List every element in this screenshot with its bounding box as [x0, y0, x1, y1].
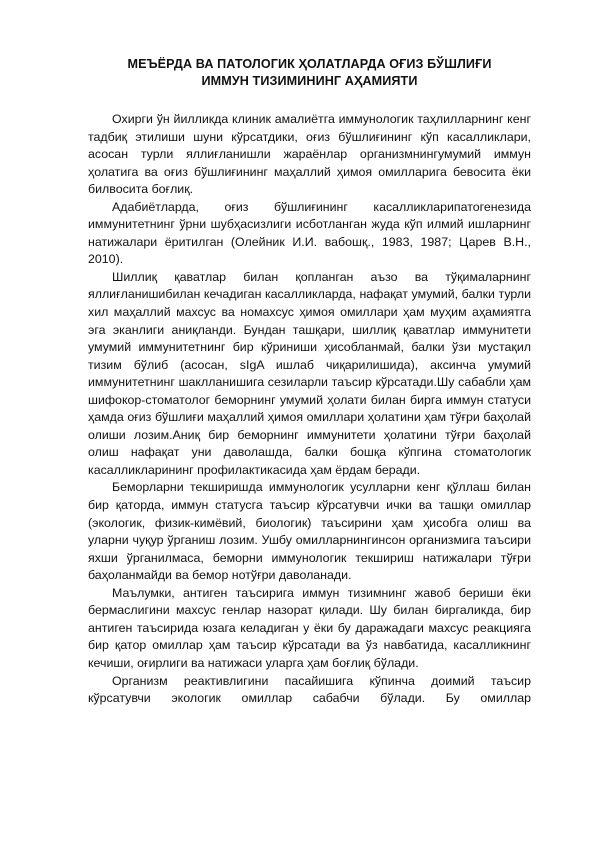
article-title-line-1: МЕЪЁРДА ВА ПАТОЛОГИК ҲОЛАТЛАРДА ОҒИЗ БЎШЛИҒИ — [127, 57, 492, 71]
paragraph-6: Организм реактивлигини пасайишига кўпинча доимий таъсир кўрсатувчи экологик омиллар сабабчи бўлади. Бу омиллар — [88, 673, 531, 706]
paragraph-3: Шиллиқ қаватлар билан қопланган аъзо ва тўқималарнинг яллиғланишибилан кечадиган касалликларда, нафақат умумий, балки турли хил маҳаллий махсус ва номахсус ҳимоя омиллари ҳам муҳим аҳамиятга эга эканлиги аниқланди. Бундан ташқари, шиллиқ қаватлар иммунитети умумий иммунитетнинг бир кўриниши ҳисобланмай, балки ўзи мустақил тизим бўлиб (асосан, sIgA ишлаб чиқарилишида), аксинча умумий иммунитетнинг шаклланишига сезиларли таъсир кўрсатади.Шу сабабли ҳам шифокор-стоматолог беморнинг умумий ҳолати билан бирга иммун статуси ҳамда оғиз бўшлиғи маҳаллий ҳимоя омиллари ҳолатини ҳам тўғри баҳолай олиши лозим.Аниқ бир беморнинг иммунитети ҳолатини тўғри баҳолай олиш нафақат уни даволашда, балки бошқа кўпгина стоматологик касалликларининг профилактикасида ҳам ёрдам беради. — [88, 269, 531, 477]
paragraph-1: Охирги ўн йилликда клиник амалиётга иммунологик таҳлилларнинг кенг тадбиқ этилиши шуни кўрсатдики, оғиз бўшлиғининг кўп касалликлари, асосан турли яллиғланишли жараёнлар организмнингумумий иммун ҳолатига ва оғиз бўшлиғининг маҳаллий ҳимоя омилларига бевосита ёки билвосита боғлиқ. — [88, 112, 531, 197]
document-page — [88, 56, 531, 708]
paragraph-5: Маълумки, антиген таъсирига иммун тизимнинг жавоб бериши ёки бермаслигини махсус генлар назорат қилади. Шу билан биргаликда, бир антиген таъсирида юзага келадиган у ёки бу даражадаги махсус реакцияга бир қатор омиллар ҳам таъсир кўрсатади ва ўз навбатида, касалликнинг кечиши, оғирлиги ва натижаси уларга ҳам боғлиқ бўлади. — [88, 585, 531, 670]
paragraph-4: Беморларни текширишда иммунологик усулларни кенг қўллаш билан бир қаторда, иммун статусга таъсир кўрсатувчи ички ва ташқи омиллар (экологик, физик-кимёвий, биологик) таъсирини ҳам ҳисобга олиш ва уларни чуқур ўрганиш лозим. Ушбу омилларнингинсон организмига таъсири яхши ўрганилмаса, беморни иммунологик текшириш натижалари тўғри баҳоланмайди ва бемор нотўғри даволанади. — [88, 480, 531, 583]
article-title-line-2: ИММУН ТИЗИМИНИНГ АҲАМИЯТИ — [201, 74, 418, 88]
article-title — [88, 56, 531, 90]
paragraph-2: Адабиётларда, оғиз бўшлиғининг касалликларипатогенезида иммунитетнинг ўрни шубҳасизлиги исботланган жуда кўп илмий ишларнинг натижалари ёритилган (Олейник И.И. вабошқ., 1983, 1987; Царев В.Н., 2010). — [88, 199, 531, 267]
